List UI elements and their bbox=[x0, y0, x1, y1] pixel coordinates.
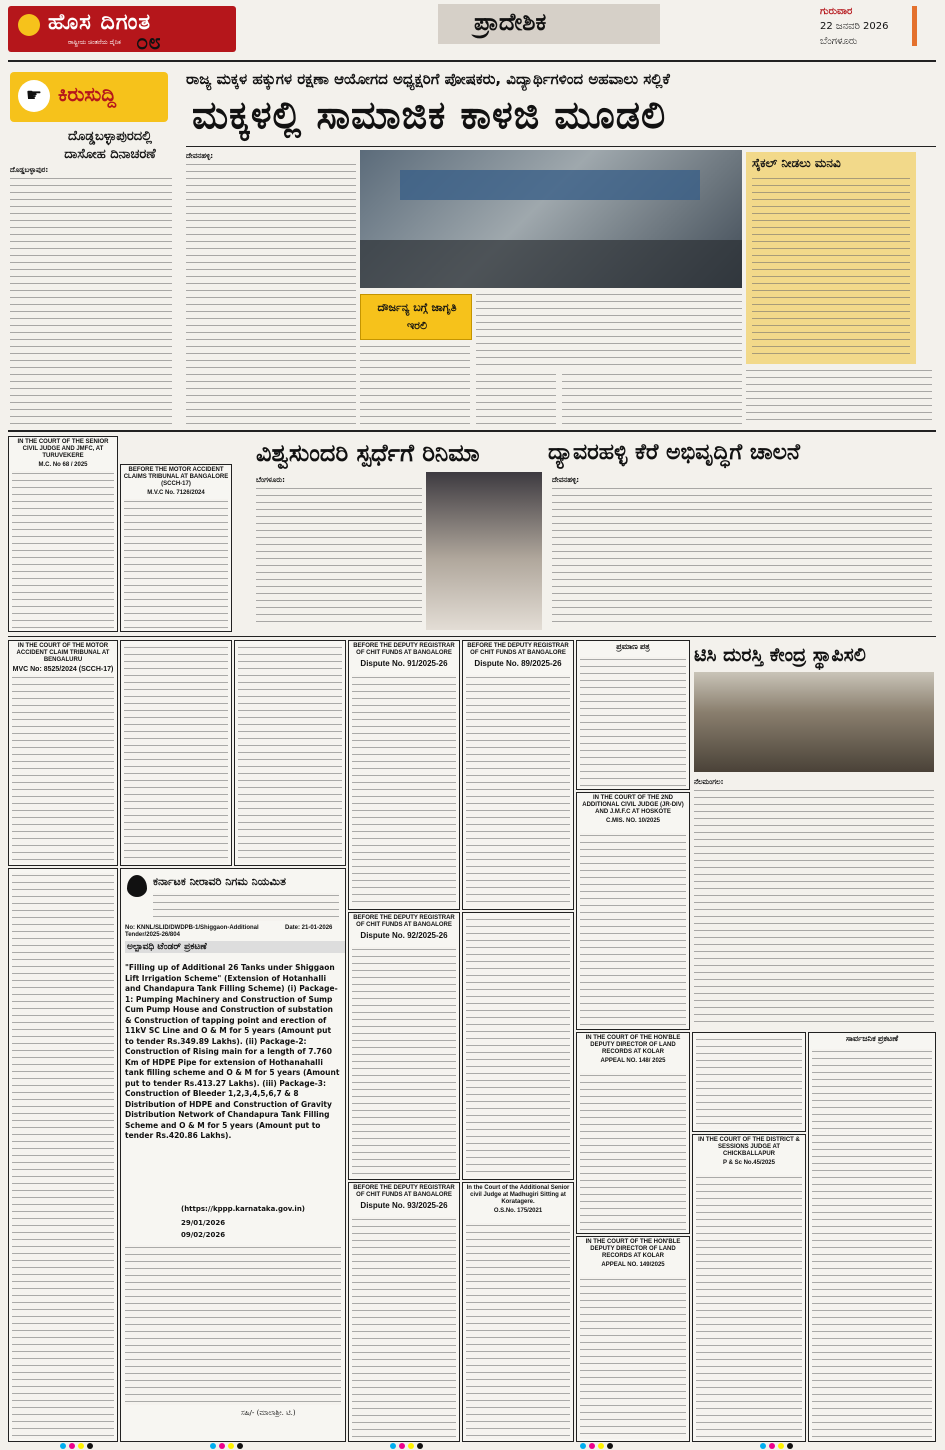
court1-title: IN THE COURT OF THE SENIOR CIVIL JUDGE AND JMFC, AT TURUVEKERE bbox=[17, 439, 109, 459]
chit1-notice bbox=[348, 640, 460, 910]
kolar2-notice bbox=[576, 1236, 690, 1442]
kolar1-title: IN THE COURT OF THE HON'BLE DEPUTY DIRECTOR OF LAND RECORDS AT KOLAR bbox=[585, 1035, 681, 1055]
chit4-title: BEFORE THE DEPUTY REGISTRAR OF CHIT FUNDS AT BANGALORE bbox=[353, 1185, 455, 1198]
chit2-title: BEFORE THE DEPUTY REGISTRAR OF CHIT FUNDS AT BANGALORE bbox=[467, 643, 569, 656]
kn-notice-1 bbox=[120, 640, 232, 866]
chit4-notice bbox=[348, 1182, 460, 1442]
color-mark-dot bbox=[787, 1443, 793, 1449]
lead-photo-table bbox=[360, 240, 742, 288]
chit4-case: Dispute No. 93/2025-26 bbox=[360, 1201, 448, 1210]
mact2-notice bbox=[8, 640, 118, 866]
koratagere-title: In the Court of the Additional Senior civil Judge at Madhugiri Sitting at Koratagere. bbox=[466, 1185, 570, 1205]
color-mark-dot bbox=[580, 1443, 586, 1449]
kolar2-body bbox=[580, 1277, 686, 1439]
kirusuddi-badge bbox=[10, 72, 168, 122]
kn-certificate-title: ಪ್ರಮಾಣ ಪತ್ರ bbox=[616, 642, 650, 651]
color-mark-dot bbox=[87, 1443, 93, 1449]
kolar2-title: IN THE COURT OF THE HON'BLE DEPUTY DIRECTOR OF LAND RECORDS AT KOLAR bbox=[585, 1239, 681, 1259]
lead-quote-box bbox=[360, 294, 472, 340]
koratagere-body bbox=[466, 1223, 570, 1439]
story4-photo bbox=[694, 672, 934, 772]
chikballapur-case: P & Sc No.45/2025 bbox=[723, 1160, 775, 1166]
lead-body-col2c bbox=[360, 344, 470, 424]
mact1-notice bbox=[120, 464, 232, 632]
masthead-accent-bar bbox=[912, 6, 917, 46]
color-mark-dot bbox=[78, 1443, 84, 1449]
lead-headline: ಮಕ್ಕಳಲ್ಲಿ ಸಾಮಾಜಿಕ ಕಾಳಜಿ ಮೂಡಲಿ bbox=[192, 93, 667, 137]
koratagere-case: O.S.No. 175/2021 bbox=[493, 1208, 543, 1214]
mact1-case: M.V.C No. 7126/2024 bbox=[147, 490, 205, 496]
chit2-body bbox=[466, 675, 570, 907]
masthead-city: ಬೆಂಗಳೂರು bbox=[820, 36, 858, 47]
kolar1-case: APPEAL NO. 148/ 2025 bbox=[600, 1058, 666, 1064]
color-mark-dot bbox=[408, 1443, 414, 1449]
hoskote-notice bbox=[576, 792, 690, 1030]
kirusuddi-label: ಕಿರುಸುದ್ದಿ bbox=[58, 82, 117, 106]
color-mark-dot bbox=[219, 1443, 225, 1449]
color-mark-dot bbox=[399, 1443, 405, 1449]
kolar1-body bbox=[580, 1073, 686, 1231]
chit3-title: BEFORE THE DEPUTY REGISTRAR OF CHIT FUNDS AT BANGALORE bbox=[353, 915, 455, 928]
masthead-logo[interactable] bbox=[8, 6, 236, 52]
knnl-date: Date: 21-01-2026 bbox=[285, 925, 333, 931]
color-mark-dot bbox=[69, 1443, 75, 1449]
lead-photo-banner bbox=[400, 170, 700, 200]
chit3-body bbox=[352, 947, 456, 1177]
color-mark-dot bbox=[778, 1443, 784, 1449]
hand-icon: ☛ bbox=[18, 80, 50, 112]
masthead-date: 22 ಜನವರಿ 2026 bbox=[820, 21, 889, 32]
section-rule-1 bbox=[8, 430, 936, 432]
hoskote-body bbox=[580, 833, 686, 1027]
kn-notice-2-body bbox=[238, 645, 342, 863]
chit3-case: Dispute No. 92/2025-26 bbox=[360, 931, 448, 940]
paper-tagline: ರಾಷ್ಟ್ರೀಯ ಚಿಂತನೆಯ ದೈನಿಕ bbox=[68, 39, 121, 46]
story2-headline: ವಿಶ್ವಸುಂದರಿ ಸ್ಪರ್ಧೆಗೆ ರಿನಿಮಾ bbox=[256, 439, 480, 467]
chikballapur-body bbox=[696, 1175, 802, 1439]
chit3-notice bbox=[348, 912, 460, 1180]
color-mark-dot bbox=[228, 1443, 234, 1449]
kolar2-case: APPEAL NO. 149/2025 bbox=[601, 1262, 665, 1268]
kn-notice-4-body bbox=[466, 917, 570, 1177]
lead-body-col5 bbox=[746, 368, 932, 424]
kolar1-notice bbox=[576, 1032, 690, 1234]
knnl-ref: No: KNNL/SLID/DWDPB-1/Shiggaon-Additional Tender/2025-26/804 bbox=[125, 925, 259, 938]
color-mark-dot bbox=[589, 1443, 595, 1449]
chit4-body bbox=[352, 1217, 456, 1439]
court1-case: M.C. No 68 / 2025 bbox=[38, 462, 88, 468]
kn-notice-3-body bbox=[12, 873, 114, 1439]
kn-notice-1-body bbox=[124, 645, 228, 863]
court1-body bbox=[12, 471, 114, 629]
public-notice bbox=[808, 1032, 936, 1442]
public-notice-title: ಸಾರ್ವಜನಿಕ ಪ್ರಕಟಣೆ bbox=[845, 1034, 899, 1043]
masthead bbox=[0, 0, 945, 62]
mact1-title: BEFORE THE MOTOR ACCIDENT CLAIMS TRIBUNAL AT BANGALORE (SCCH-17) bbox=[123, 467, 229, 487]
hoskote-title: IN THE COURT OF THE 2ND ADDITIONAL CIVIL JUDGE (JR-DIV) AND J.M.F.C AT HOSKOTE bbox=[582, 795, 684, 815]
lead-body-col2b bbox=[476, 292, 742, 366]
kn-notice-5-body bbox=[696, 1037, 802, 1129]
tender-text: "Filling up of Additional 26 Tanks under Shiggaon Lift Irrigation Scheme" (Extension of Hotanhalli and Chandapura Tank Filling Scheme) (i) Package-1: Pumping Machinery and Construction of Sump Cum Pump House and Construction of substation & Construction of tapping point and erection of 11kV SC Line and O & M for 5 years (Amount put to tender Rs.349.89 Lakhs). (ii) Package-2: Construction of Rising main for a length of 7.760 Km of HDPE Pipe for extension of Hothanahalli tank filling scheme and O & M for 5 years (Amount put to tender Rs.413.27 Lakhs). (iii) Package-3: Construction of Bleeder 1,2,3,4,5,6,7 & 8 Distribution of HDPE and Construction of Gravity Distribution Network of Chandapura Tank Filling Scheme and O & M for 5 years (Amount put to tender Rs.420.86 Lakhs). bbox=[125, 963, 340, 1140]
chikballapur-title: IN THE COURT OF THE DISTRICT & SESSIONS JUDGE AT CHICKBALLAPUR bbox=[698, 1137, 800, 1157]
chit1-case: Dispute No. 91/2025-26 bbox=[360, 659, 448, 668]
kn-certificate-body bbox=[580, 657, 686, 787]
color-mark-dot bbox=[769, 1443, 775, 1449]
section-title: ಪ್ರಾದೇಶಿಕ bbox=[474, 8, 547, 36]
color-mark-dot bbox=[417, 1443, 423, 1449]
lead-dateline: ದೇವನಹಳ್ಳಿ: bbox=[186, 152, 214, 160]
color-mark-dot bbox=[60, 1443, 66, 1449]
chit2-notice bbox=[462, 640, 574, 910]
color-mark-dot bbox=[237, 1443, 243, 1449]
lead-quote: ದೌರ್ಜನ್ಯ ಬಗ್ಗೆ ಜಾಗೃತಿ ಇರಲಿ bbox=[377, 301, 457, 332]
chit1-title: BEFORE THE DEPUTY REGISTRAR OF CHIT FUNDS AT BANGALORE bbox=[353, 643, 455, 656]
kirusuddi-body bbox=[10, 176, 172, 426]
masthead-rule bbox=[8, 60, 936, 62]
story4-body bbox=[694, 788, 934, 1028]
public-notice-body bbox=[812, 1049, 932, 1439]
chit2-case: Dispute No. 89/2025-26 bbox=[474, 659, 562, 668]
lead-body-col3 bbox=[476, 372, 556, 424]
lead-kicker: ರಾಜ್ಯ ಮಕ್ಕಳ ಹಕ್ಕುಗಳ ರಕ್ಷಣಾ ಆಯೋಗದ ಅಧ್ಯಕ್ಷರಿಗೆ ಪೋಷಕರು, ವಿದ್ಯಾರ್ಥಿಗಳಿಂದ ಅಹವಾಲು ಸಲ್ಲಿಕೆ bbox=[186, 70, 670, 88]
kirusuddi-dateline: ದೊಡ್ಡಬಳ್ಳಾಪುರ: bbox=[10, 166, 49, 174]
paper-name: ಹೊಸ ದಿಗಂತ bbox=[48, 10, 152, 35]
kn-notice-4 bbox=[462, 912, 574, 1180]
lead-body-col4 bbox=[562, 372, 742, 424]
story4-headline: ಟಿಸಿ ದುರಸ್ತಿ ಕೇಂದ್ರ ಸ್ಥಾಪಿಸಲಿ bbox=[694, 644, 866, 666]
tender-body bbox=[125, 1245, 341, 1405]
story2-body bbox=[256, 486, 422, 628]
chit1-body bbox=[352, 675, 456, 907]
page-number: ೦೮ bbox=[136, 30, 161, 55]
section-banner bbox=[438, 4, 660, 44]
mact2-body bbox=[12, 675, 114, 863]
chikballapur-notice bbox=[692, 1134, 806, 1442]
color-mark-dot bbox=[210, 1443, 216, 1449]
lead-rule bbox=[186, 146, 936, 147]
side-story-headline: ಸೈಕಲ್ ನೀಡಲು ಮನವಿ bbox=[752, 156, 841, 170]
tender-heading: ಅಲ್ಪಾವಧಿ ಟೆಂಡರ್ ಪ್ರಕಟಣೆ bbox=[125, 941, 345, 953]
koratagere-notice bbox=[462, 1182, 574, 1442]
section-rule-2 bbox=[8, 636, 936, 637]
side-story-body bbox=[752, 176, 910, 360]
color-mark-dot bbox=[607, 1443, 613, 1449]
story3-dateline: ದೇವನಹಳ್ಳಿ: bbox=[552, 476, 580, 484]
story2-photo bbox=[426, 472, 542, 630]
color-mark-dot bbox=[390, 1443, 396, 1449]
tender-portal[interactable]: (https://kppp.karnataka.gov.in) bbox=[181, 1205, 306, 1213]
side-story-box bbox=[746, 152, 916, 364]
print-color-marks bbox=[60, 1443, 890, 1449]
color-mark-dot bbox=[760, 1443, 766, 1449]
tender-date-1: 29/01/2026 bbox=[181, 1219, 226, 1227]
mact1-body bbox=[124, 499, 228, 629]
knnl-address bbox=[153, 893, 339, 921]
kirusuddi-headline: ದೊಡ್ಡಬಳ್ಳಾಪುರದಲ್ಲಿ ದಾಸೋಹ ದಿನಾಚರಣೆ bbox=[64, 129, 156, 162]
tender-signature: ಸಹಿ/- (ಮಾಲಾಶ್ರೀ. ಟಿ.) bbox=[241, 1409, 296, 1417]
knnl-tender bbox=[120, 868, 346, 1442]
tender-date-2: 09/02/2026 bbox=[181, 1231, 226, 1239]
water-drop-icon bbox=[127, 875, 147, 897]
story3-headline: ದ್ಯಾವರಹಳ್ಳಿ ಕೆರೆ ಅಭಿವೃದ್ಧಿಗೆ ಚಾಲನೆ bbox=[548, 440, 800, 465]
kn-notice-2 bbox=[234, 640, 346, 866]
mact2-case: MVC No: 8525/2024 (SCCH-17) bbox=[12, 666, 114, 673]
kn-notice-5 bbox=[692, 1032, 806, 1132]
lead-photo bbox=[360, 150, 742, 288]
knnl-title: ಕರ್ನಾಟಕ ನೀರಾವರಿ ನಿಗಮ ನಿಯಮಿತ bbox=[153, 875, 286, 888]
color-mark-dot bbox=[598, 1443, 604, 1449]
court1-notice bbox=[8, 436, 118, 632]
story2-dateline: ಬೆಂಗಳೂರು: bbox=[256, 476, 285, 484]
kn-certificate-notice bbox=[576, 640, 690, 790]
mact2-title: IN THE COURT OF THE MOTOR ACCIDENT CLAIM TRIBUNAL AT BENGALURU bbox=[16, 643, 110, 663]
story4-dateline: ನೆಲಮಂಗಲ: bbox=[694, 778, 724, 786]
flame-icon bbox=[18, 14, 40, 36]
hoskote-case: C.MIS. NO. 10/2025 bbox=[605, 818, 661, 824]
story3-body bbox=[552, 486, 932, 628]
masthead-day: ಗುರುವಾರ bbox=[820, 6, 853, 17]
kn-notice-3 bbox=[8, 868, 118, 1442]
lead-body-col1 bbox=[186, 162, 356, 424]
